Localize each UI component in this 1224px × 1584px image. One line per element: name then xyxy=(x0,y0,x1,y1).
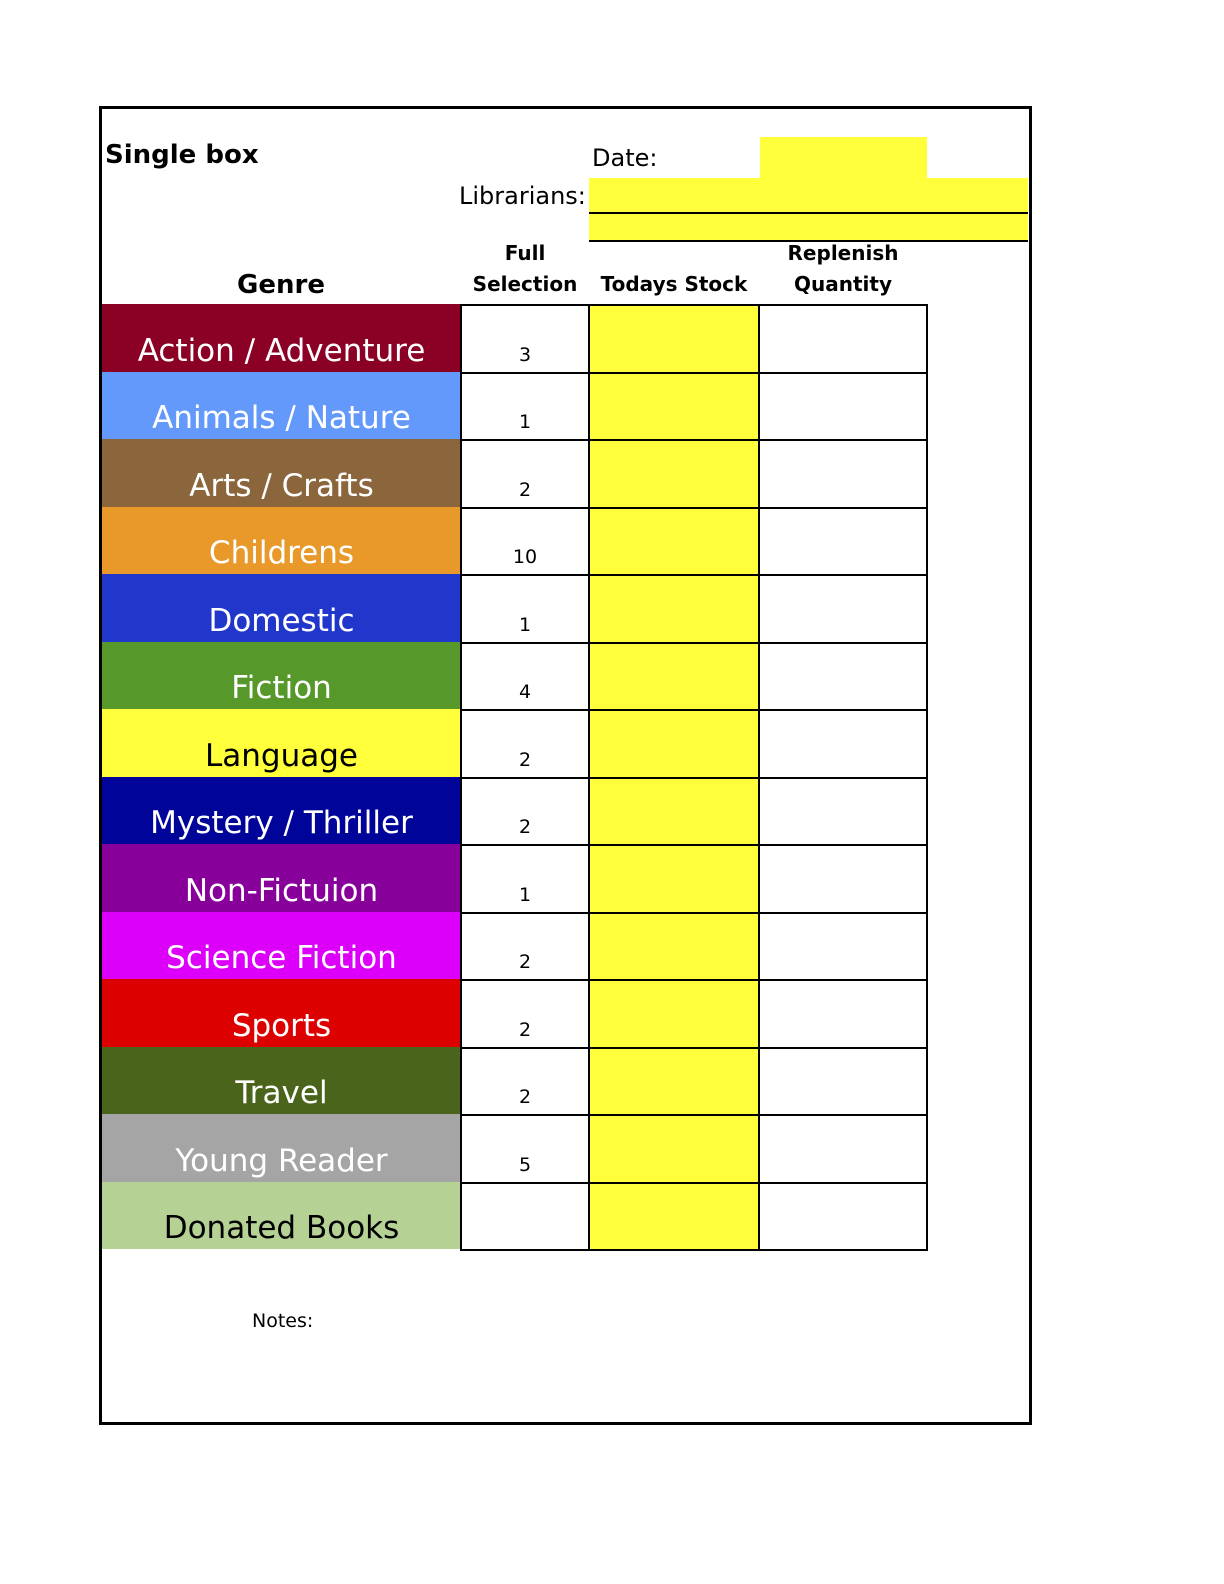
full-selection-cell: 1 xyxy=(460,372,590,442)
full-selection-cell: 4 xyxy=(460,642,590,712)
genre-label: Non-Fictuion xyxy=(102,844,461,912)
date-field[interactable] xyxy=(760,137,927,178)
librarians-label: Librarians: xyxy=(459,182,586,210)
genre-label: Mystery / Thriller xyxy=(102,777,461,845)
todays-stock-cell[interactable] xyxy=(588,979,760,1049)
full-selection-cell: 2 xyxy=(460,777,590,847)
todays-stock-cell[interactable] xyxy=(588,507,760,577)
todays-stock-cell[interactable] xyxy=(588,642,760,712)
full-selection-header-line1: Full xyxy=(504,241,546,265)
replenish-quantity-cell[interactable] xyxy=(758,1114,928,1184)
replenish-quantity-cell[interactable] xyxy=(758,777,928,847)
full-selection-cell: 2 xyxy=(460,1047,590,1117)
notes-label: Notes: xyxy=(252,1310,314,1332)
replenish-quantity-cell[interactable] xyxy=(758,372,928,442)
replenish-quantity-cell[interactable] xyxy=(758,912,928,982)
replenish-quantity-cell[interactable] xyxy=(758,574,928,644)
todays-stock-header: Todays Stock xyxy=(600,272,748,296)
todays-stock-cell[interactable] xyxy=(588,844,760,914)
replenish-quantity-cell[interactable] xyxy=(758,1047,928,1117)
replenish-quantity-cell[interactable] xyxy=(758,642,928,712)
genre-label: Childrens xyxy=(102,507,461,575)
genre-label: Sports xyxy=(102,979,461,1047)
todays-stock-cell[interactable] xyxy=(588,1182,760,1252)
replenish-quantity-cell[interactable] xyxy=(758,709,928,779)
full-selection-cell: 5 xyxy=(460,1114,590,1184)
full-selection-cell xyxy=(460,1182,590,1252)
genre-header: Genre xyxy=(237,270,325,300)
full-selection-cell: 10 xyxy=(460,507,590,577)
todays-stock-cell[interactable] xyxy=(588,777,760,847)
replenish-quantity-cell[interactable] xyxy=(758,1182,928,1252)
todays-stock-cell[interactable] xyxy=(588,1047,760,1117)
genre-label: Fiction xyxy=(102,642,461,710)
genre-label: Arts / Crafts xyxy=(102,439,461,507)
date-label: Date: xyxy=(592,144,658,172)
todays-stock-cell[interactable] xyxy=(588,439,760,509)
genre-label: Science Fiction xyxy=(102,912,461,980)
replenish-quantity-cell[interactable] xyxy=(758,979,928,1049)
full-selection-cell: 1 xyxy=(460,574,590,644)
replenish-quantity-cell[interactable] xyxy=(758,439,928,509)
replenish-quantity-cell[interactable] xyxy=(758,507,928,577)
replenish-quantity-cell[interactable] xyxy=(758,304,928,374)
todays-stock-cell[interactable] xyxy=(588,1114,760,1184)
genre-label: Language xyxy=(102,709,461,777)
full-selection-cell: 3 xyxy=(460,304,590,374)
genre-label: Domestic xyxy=(102,574,461,642)
todays-stock-cell[interactable] xyxy=(588,372,760,442)
todays-stock-cell[interactable] xyxy=(588,574,760,644)
genre-label: Action / Adventure xyxy=(102,304,461,372)
replenish-header-line2: Quantity xyxy=(794,272,892,296)
replenish-quantity-header xyxy=(759,238,927,300)
todays-stock-cell[interactable] xyxy=(588,709,760,779)
full-selection-header-line2: Selection xyxy=(472,272,578,296)
form-title: Single box xyxy=(105,140,259,170)
genre-label: Travel xyxy=(102,1047,461,1115)
genre-label: Donated Books xyxy=(102,1182,461,1250)
todays-stock-cell[interactable] xyxy=(588,912,760,982)
replenish-quantity-cell[interactable] xyxy=(758,844,928,914)
replenish-header-line1: Replenish xyxy=(787,241,899,265)
full-selection-cell: 2 xyxy=(460,439,590,509)
full-selection-header xyxy=(461,238,589,300)
full-selection-cell: 2 xyxy=(460,709,590,779)
todays-stock-cell[interactable] xyxy=(588,304,760,374)
genre-label: Animals / Nature xyxy=(102,372,461,440)
full-selection-cell: 1 xyxy=(460,844,590,914)
full-selection-cell: 2 xyxy=(460,979,590,1049)
genre-label: Young Reader xyxy=(102,1114,461,1182)
librarians-field-1[interactable] xyxy=(589,178,1028,214)
full-selection-cell: 2 xyxy=(460,912,590,982)
